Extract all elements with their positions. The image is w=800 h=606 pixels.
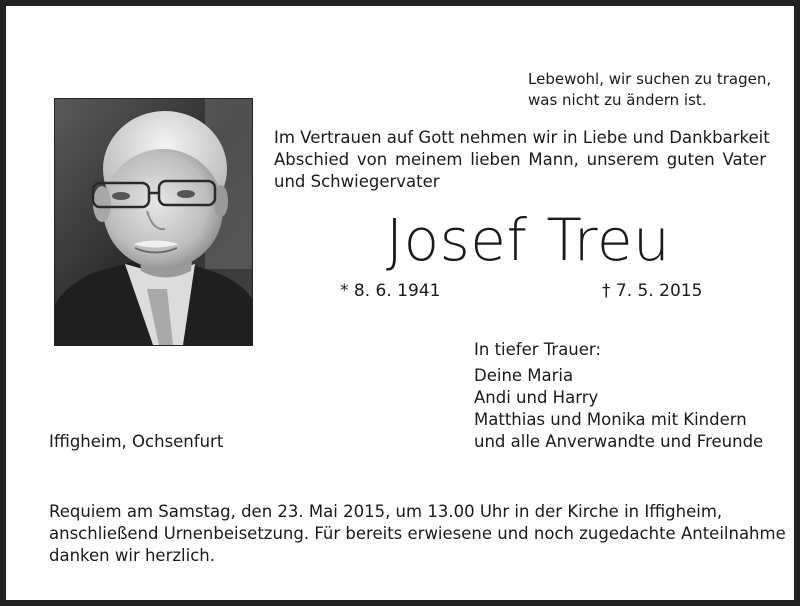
portrait-photo xyxy=(54,98,253,346)
intro-text xyxy=(274,127,770,193)
requiem-line: danken wir herzlich. xyxy=(49,546,215,565)
requiem-notice xyxy=(49,501,786,567)
requiem-line: Requiem am Samstag, den 23. Mai 2015, um 13.00 Uhr in der Kirche in Iffigheim, xyxy=(49,502,723,521)
intro-line: Im Vertrauen auf Gott nehmen wir in Liebe und Dankbarkeit xyxy=(274,128,770,147)
birth-date: * 8. 6. 1941 xyxy=(340,281,441,301)
mourners-list xyxy=(474,365,763,453)
place-of-residence: Iffigheim, Ochsenfurt xyxy=(49,432,224,451)
portrait-image xyxy=(55,99,252,345)
motto-line: was nicht zu ändern ist. xyxy=(528,91,707,109)
mourner-entry: Deine Maria xyxy=(474,366,574,385)
deceased-name: Josef Treu xyxy=(386,206,671,274)
intro-line: und Schwiegervater xyxy=(274,172,440,191)
mourners-heading: In tiefer Trauer: xyxy=(474,340,601,359)
death-date: † 7. 5. 2015 xyxy=(602,281,703,301)
mourner-entry: Andi und Harry xyxy=(474,388,599,407)
mourner-entry: Matthias und Monika mit Kindern xyxy=(474,410,747,429)
motto-quote xyxy=(528,69,771,111)
intro-line: Abschied von meinem lieben Mann, unserem guten Vater xyxy=(274,150,766,169)
mourner-entry: und alle Anverwandte und Freunde xyxy=(474,432,764,451)
requiem-line: anschließend Urnenbeisetzung. Für bereits erwiesene und noch zugedachte Anteilnahme xyxy=(49,524,786,543)
motto-line: Lebewohl, wir suchen zu tragen, xyxy=(528,70,772,88)
